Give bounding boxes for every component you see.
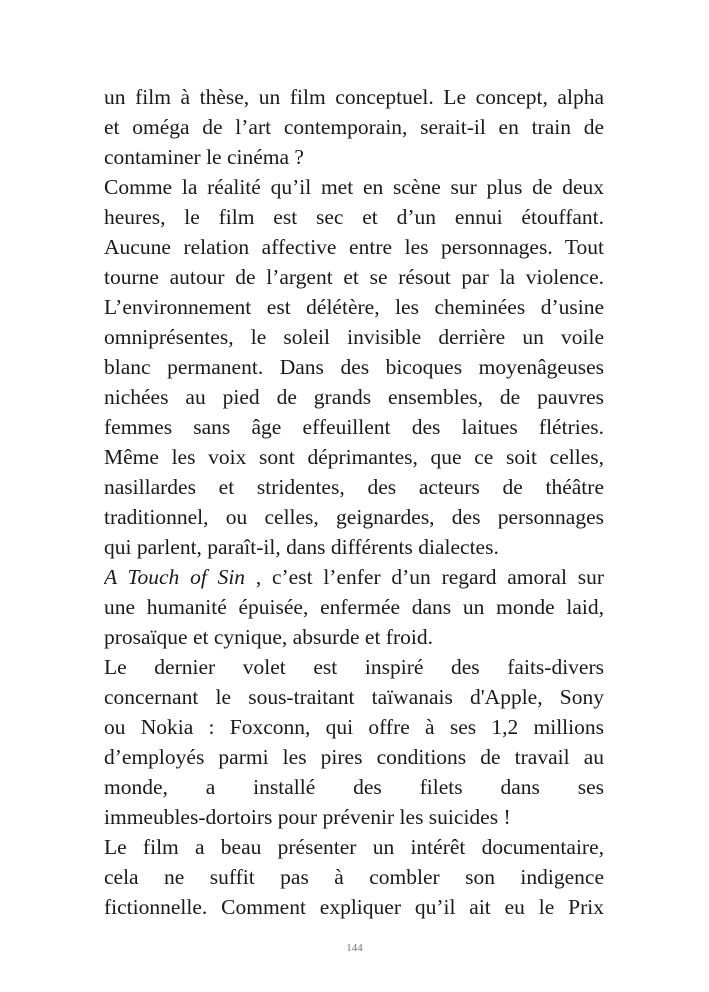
- text-line: Comme la réalité qu’il met en scène sur plus de deux: [104, 175, 604, 199]
- text-line: cela ne suffit pas à combler son indigence: [104, 865, 604, 889]
- text-line-rest: , c’est l’enfer d’un regard amoral sur: [245, 565, 604, 589]
- text-line: Le dernier volet est inspiré des faits-divers: [104, 655, 604, 679]
- text-line: prosaïque et cynique, absurde et froid.: [104, 625, 433, 649]
- film-title: A Touch of Sin: [104, 565, 246, 589]
- text-line: qui parlent, paraît-il, dans différents dialectes.: [104, 535, 499, 559]
- text-line: Aucune relation affective entre les personnages. Tout: [104, 235, 604, 259]
- text-line: heures, le film est sec et d’un ennui étouffant.: [104, 205, 604, 229]
- text-line: concernant le sous-traitant taïwanais d'Apple, Sony: [104, 685, 604, 709]
- text-line: tourne autour de l’argent et se résout par la violence.: [104, 265, 604, 289]
- text-line: fictionnelle. Comment expliquer qu’il ait eu le Prix: [104, 895, 604, 919]
- text-line: femmes sans âge effeuillent des laitues flétries.: [104, 415, 604, 439]
- text-line-film-title: [104, 562, 604, 592]
- text-line: ou Nokia : Foxconn, qui offre à ses 1,2 millions: [104, 715, 604, 739]
- text-line: Même les voix sont déprimantes, que ce soit celles,: [104, 445, 604, 469]
- body-text: [104, 82, 604, 922]
- text-line: traditionnel, ou celles, geignardes, des personnages: [104, 505, 604, 529]
- text-line: omniprésentes, le soleil invisible derrière un voile: [104, 325, 604, 349]
- text-line: une humanité épuisée, enfermée dans un monde laid,: [104, 595, 604, 619]
- text-line: monde, a installé des filets dans ses: [104, 775, 604, 799]
- text-line: blanc permanent. Dans des bicoques moyenâgeuses: [104, 355, 604, 379]
- text-line: nasillardes et stridentes, des acteurs de théâtre: [104, 475, 604, 499]
- text-line: contaminer le cinéma ?: [104, 145, 304, 169]
- text-line: un film à thèse, un film conceptuel. Le concept, alpha: [104, 85, 604, 109]
- text-line: immeubles-dortoirs pour prévenir les suicides !: [104, 805, 511, 829]
- text-line: nichées au pied de grands ensembles, de pauvres: [104, 385, 604, 409]
- text-line: et oméga de l’art contemporain, serait-il en train de: [104, 115, 604, 139]
- page-number: 144: [346, 942, 363, 954]
- text-line: Le film a beau présenter un intérêt documentaire,: [104, 835, 604, 859]
- text-line: L’environnement est délétère, les cheminées d’usine: [104, 295, 604, 319]
- text-line: d’employés parmi les pires conditions de travail au: [104, 745, 604, 769]
